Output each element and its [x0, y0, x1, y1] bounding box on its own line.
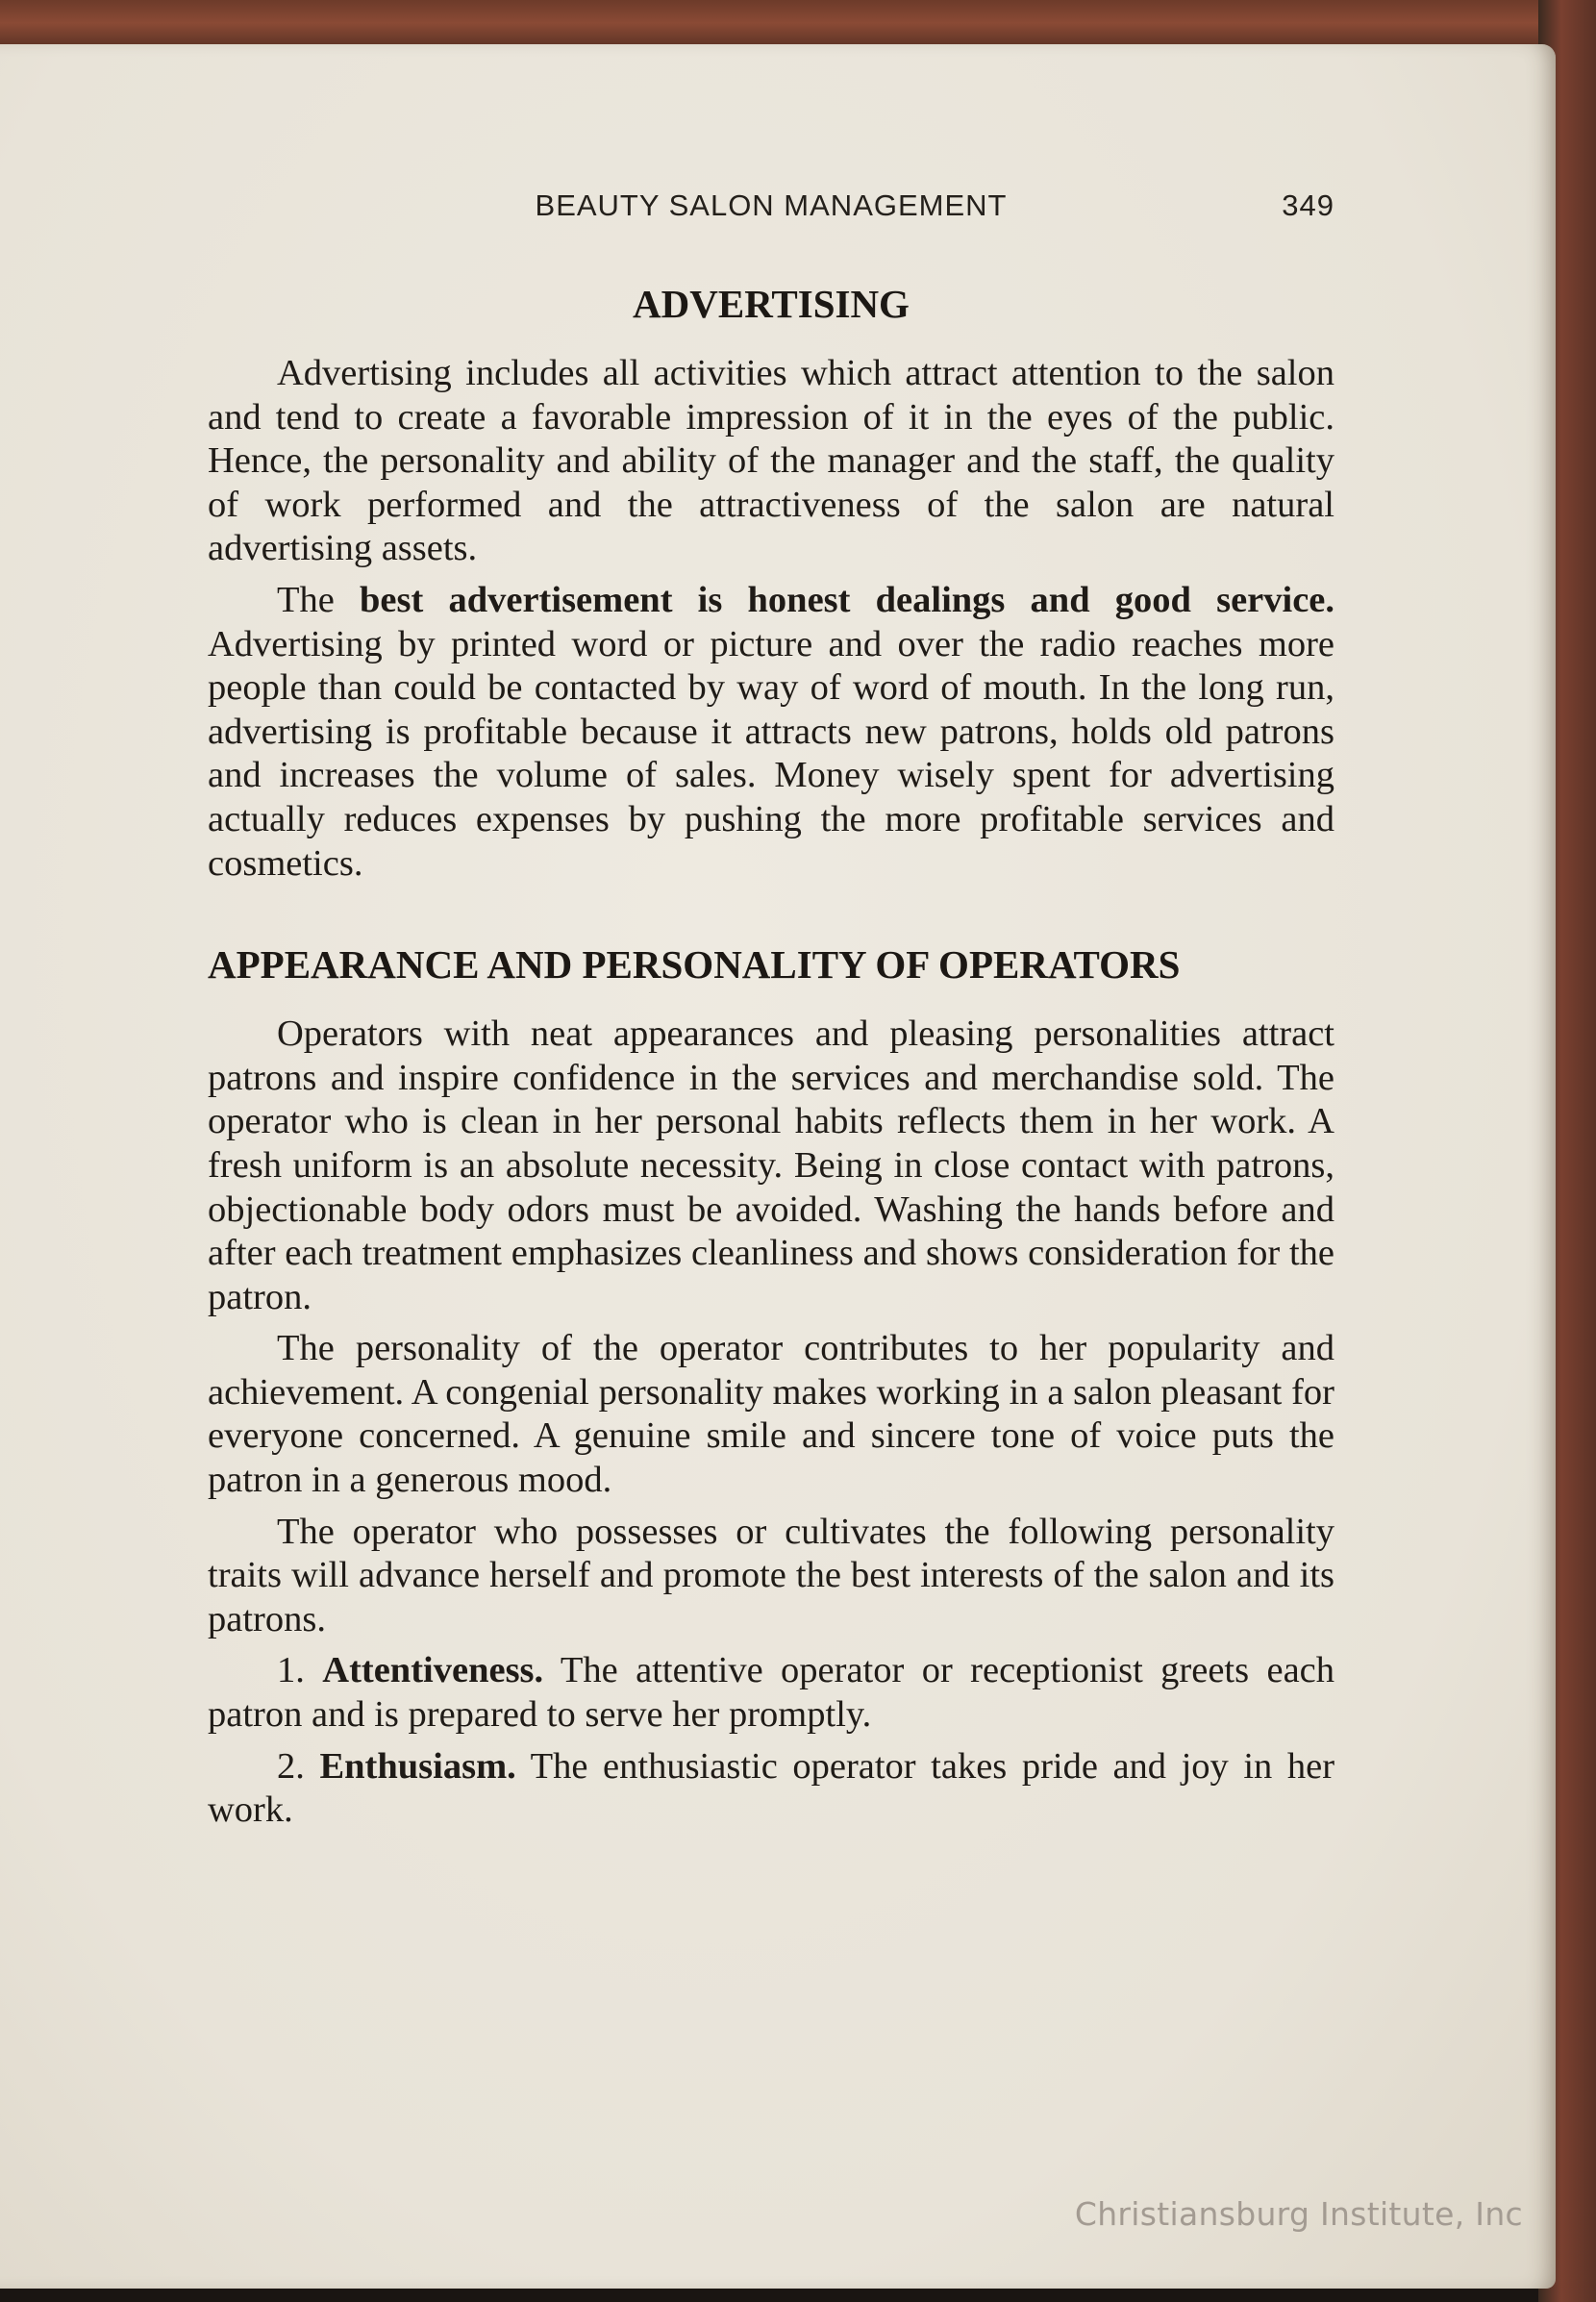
watermark: Christiansburg Institute, Inc	[1074, 2195, 1523, 2233]
list-number: 1.	[277, 1650, 323, 1691]
trait-description: The enthusiastic operator takes pride and joy in her work.	[208, 1745, 1335, 1831]
running-header	[208, 188, 1334, 227]
paragraph-body: Advertising by printed word or picture and over the radio reaches more people than could be contacted by way of word of mouth. In the long run, advertising is profitable because it attracts new patrons, holds old patrons and increases the volume of sales. Money wisely spent for advertising actually reduces expenses by pushing the more profitable services and cosmetics.	[208, 623, 1334, 884]
list-item-attentiveness	[208, 1649, 1334, 1737]
running-title: BEAUTY SALON MANAGEMENT	[535, 188, 1008, 222]
page-content	[208, 188, 1334, 1840]
trait-enthusiasm: Enthusiasm.	[319, 1745, 516, 1787]
trait-attentiveness: Attentiveness.	[322, 1650, 544, 1691]
page-number: 349	[1282, 188, 1334, 222]
list-number: 2.	[277, 1745, 320, 1787]
book-page	[0, 44, 1556, 2289]
paragraph-personality: The personality of the operator contributes to her popularity and achievement. A congenial personality makes working in a salon pleasant for everyone concerned. A genuine smile and sincere tone of voice puts the patron in a generous mood.	[208, 1328, 1334, 1501]
paragraph-best-advertisement	[208, 579, 1334, 886]
trait-description: The attentive operator or receptionist greets each patron and is prepared to serve her promptly.	[208, 1650, 1334, 1736]
section-heading-advertising: ADVERTISING	[633, 282, 910, 326]
paragraph-lead: The	[277, 579, 361, 620]
paragraph-advertising-intro: Advertising includes all activities which attract attention to the salon and tend to create a favorable impression of it in the eyes of the public. Hence, the personality and ability of the manager and the staff, the quality of work performed and the attractiveness of the salon are natural advertising assets.	[208, 353, 1334, 569]
emphasis-best-advertisement: best advertisement is honest dealings and good service.	[360, 579, 1335, 620]
paragraph-personality-traits: The operator who possesses or cultivates the following personality traits will advance herself and promote the best interests of the salon and its patrons.	[208, 1511, 1334, 1639]
section-heading-appearance: APPEARANCE AND PERSONALITY OF OPERATORS	[208, 942, 1181, 988]
list-item-enthusiasm	[208, 1745, 1334, 1833]
paragraph-neat-appearances: Operators with neat appearances and pleasing personalities attract patrons and inspire confidence in the services and merchandise sold. The operator who is clean in her personal habits reflects them in her work. A fresh uniform is an absolute necessity. Being in close contact with patrons, objectionable body odors must be avoided. Washing the hands before and after each treatment emphasizes cleanliness and shows consideration for the patron.	[208, 1013, 1334, 1317]
